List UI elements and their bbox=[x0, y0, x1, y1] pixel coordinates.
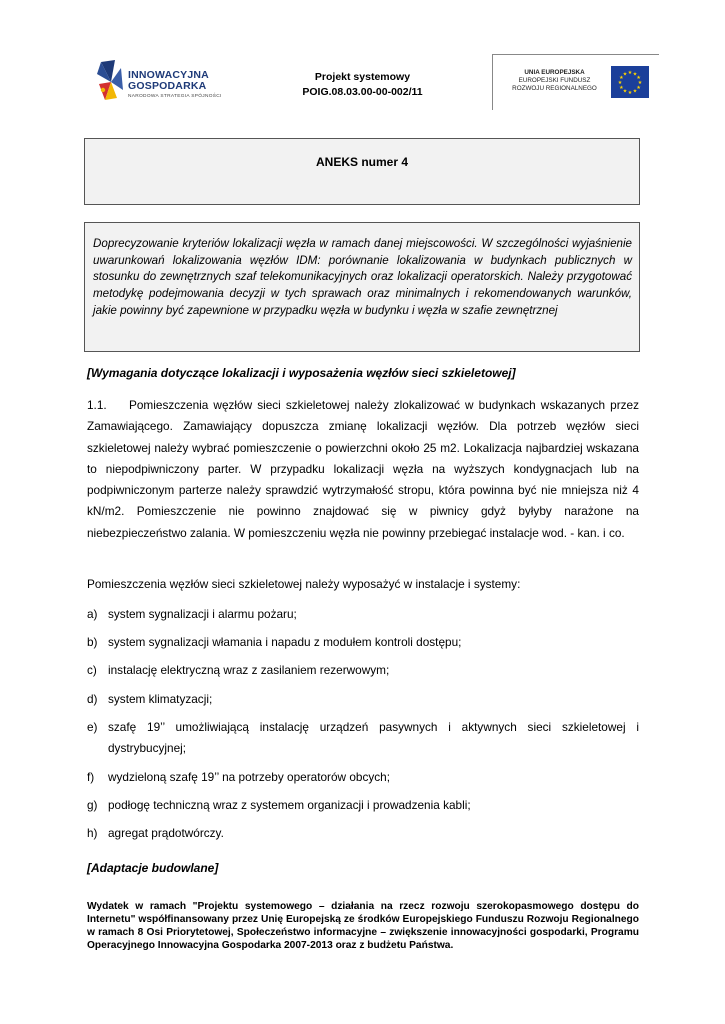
eu-logo-frame-left bbox=[492, 54, 493, 110]
list-item-letter: c) bbox=[87, 663, 97, 677]
list-item-text: system sygnalizacji i alarmu pożaru; bbox=[108, 607, 297, 621]
logo-subtitle: NARODOWA STRATEGIA SPÓJNOŚCI bbox=[128, 94, 222, 99]
section-heading-adaptations: [Adaptacje budowlane] bbox=[87, 861, 219, 875]
list-item bbox=[87, 717, 639, 759]
list-item bbox=[87, 689, 639, 710]
list-item-text: wydzieloną szafę 19’’ na potrzeby operatorów obcych; bbox=[108, 770, 390, 784]
eu-logo-frame-top bbox=[492, 54, 659, 55]
list-item-text: instalację elektryczną wraz z zasilaniem rezerwowym; bbox=[108, 663, 390, 677]
aneks-box bbox=[84, 138, 640, 205]
list-item bbox=[87, 604, 639, 625]
list-item bbox=[87, 823, 639, 844]
list-item bbox=[87, 660, 639, 681]
list-item bbox=[87, 767, 639, 788]
logo-title-line1: INNOWACYJNA bbox=[128, 69, 209, 81]
logo-emblem-icon bbox=[95, 60, 129, 104]
list-item bbox=[87, 795, 639, 816]
svg-text:★: ★ bbox=[636, 75, 641, 81]
svg-text:★: ★ bbox=[632, 88, 638, 95]
svg-text:★: ★ bbox=[636, 85, 641, 91]
list-item-letter: h) bbox=[87, 826, 98, 840]
list-item-letter: b) bbox=[87, 635, 98, 649]
list-intro: Pomieszczenia węzłów sieci szkieletowej należy wyposażyć w instalacje i systemy: bbox=[87, 577, 521, 591]
list-item-letter: a) bbox=[87, 607, 98, 621]
aneks-title: ANEKS numer 4 bbox=[315, 155, 409, 169]
eu-line1: UNIA EUROPEJSKA bbox=[524, 69, 585, 76]
project-title: Projekt systemowy bbox=[314, 71, 411, 83]
eu-line3: ROZWOJU REGIONALNEGO bbox=[512, 85, 597, 92]
section-heading-requirements: [Wymagania dotyczące lokalizacji i wyposażenia węzłów sieci szkieletowej] bbox=[87, 366, 516, 380]
logo-title-line2: GOSPODARKA bbox=[128, 79, 207, 92]
svg-text:★: ★ bbox=[627, 70, 633, 76]
paragraph-text: Pomieszczenia węzłów sieci szkieletowej należy zlokalizować w budynkach wskazanych przez Zamawiającego. Zamawiający dopuszcza zmianę lokalizacji węzłów. Dla potrzeb węzłów sieci szkieletowej należy wybrać pomieszczenie o powierzchni około 25 m2. Lokalizacja najbardziej wskazana to niepodpiwniczony parter. W przypadku lokalizacji węzła na wyższych kondygnacjach lub na podpiwniczonym parterze należy sprawdzić wytrzymałość stropu, która powinna być nie mniejsza niż 4 kN/m2. Pomieszczenie nie powinno znajdować się w piwnicy gdyż byłyby narażone na niebezpieczeństwo zalania. W pomieszczeniu węzła nie powinny przebiegać instalacje wod. - kan. i co. bbox=[87, 398, 639, 540]
list-item-letter: d) bbox=[87, 692, 98, 706]
eu-logo-text bbox=[502, 69, 607, 93]
svg-text:★: ★ bbox=[619, 85, 624, 91]
footer-funding-note: Wydatek w ramach "Projektu systemowego – działania na rzecz rozwoju szerokopasmowego dostępu do Internetu" współfinansowany przez Unię Europejską ze środków Europejskiego Funduszu Rozwoju Regionalnego w ramach 8 Osi Priorytetowej, Społeczeństwo informacyjne – zwiększenie innowacyjności gospodarki, Programu Operacyjnego Innowacyjna Gospodarka 2007-2013 oraz z budżetu Państwa. bbox=[87, 901, 639, 952]
paragraph-1-1 bbox=[87, 395, 639, 544]
list-item-text: podłogę techniczną wraz z systemem organizacji i prowadzenia kabli; bbox=[108, 798, 471, 812]
project-header bbox=[270, 70, 455, 100]
svg-text:★: ★ bbox=[627, 90, 633, 96]
list-item-text: szafę 19’’ umożliwiającą instalację urządzeń pasywnych i aktywnych sieci szkieletowej i dystrybucyjnej; bbox=[108, 720, 639, 755]
svg-text:★: ★ bbox=[619, 75, 624, 81]
svg-text:★: ★ bbox=[622, 71, 628, 78]
svg-text:★: ★ bbox=[632, 71, 638, 78]
description-text: Doprecyzowanie kryteriów lokalizacji węzła w ramach danej miejscowości. W szczególności wyjaśnienie uwarunkowań lokalizowania węzłów IDM: porównanie lokalizowania w budynkach publicznych w stosunku do zewnętrznych szaf telekomunikacyjnych oraz lokalizacji operatorskich. Należy przygotować metodykę podejmowania decyzji w tych sprawach oraz minimalnych i rekomendowanych warunków, jakie powinny być zapewnione w przypadku węzła w budynku i węzła w szafie zewnętrznej bbox=[93, 237, 632, 317]
list-item-text: system klimatyzacji; bbox=[108, 692, 213, 706]
project-code: POIG.08.03.00-00-002/11 bbox=[302, 86, 423, 98]
paragraph-number: 1.1. bbox=[87, 398, 107, 412]
list-item bbox=[87, 632, 639, 653]
eu-line2: EUROPEJSKI FUNDUSZ bbox=[518, 77, 591, 84]
eu-flag-icon bbox=[611, 66, 649, 98]
list-item-letter: e) bbox=[87, 720, 98, 734]
list-item-letter: g) bbox=[87, 798, 98, 812]
list-item-text: system sygnalizacji włamania i napadu z modułem kontroli dostępu; bbox=[108, 635, 462, 649]
svg-text:★: ★ bbox=[617, 80, 623, 86]
logo-title bbox=[128, 70, 209, 91]
list-item-letter: f) bbox=[87, 770, 95, 784]
svg-text:★: ★ bbox=[637, 80, 643, 86]
list-item-text: agregat prądotwórczy. bbox=[108, 826, 224, 840]
svg-text:★: ★ bbox=[622, 88, 628, 95]
